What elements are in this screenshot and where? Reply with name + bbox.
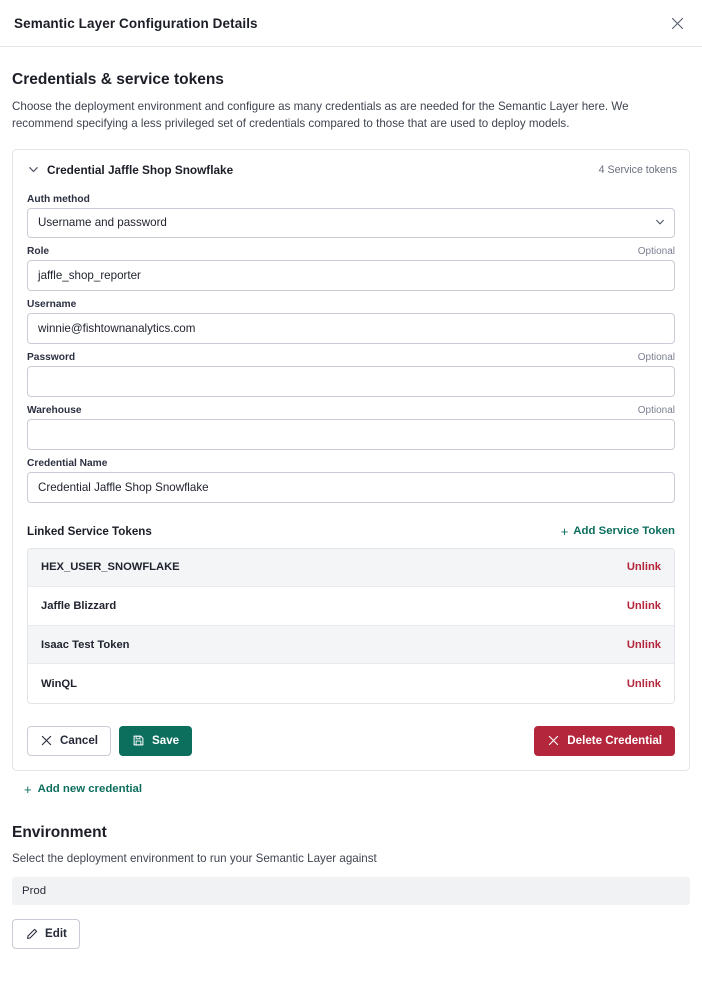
credential-card-title: Credential Jaffle Shop Snowflake <box>47 162 234 177</box>
password-optional-tag: Optional <box>637 351 675 363</box>
add-service-token-button[interactable] <box>561 525 675 538</box>
auth-method-select[interactable] <box>27 208 675 238</box>
unlink-button[interactable]: Unlink <box>626 677 661 690</box>
username-value: winnie@fishtownanalytics.com <box>38 321 196 335</box>
table-row <box>28 664 674 703</box>
chevron-down-icon[interactable] <box>25 162 41 178</box>
auth-method-value: Username and password <box>38 216 167 230</box>
role-optional-tag: Optional <box>637 245 675 257</box>
role-input[interactable] <box>27 260 675 291</box>
credential-card-body <box>13 188 689 770</box>
cancel-button[interactable] <box>27 726 111 756</box>
credential-name-label: Credential Name <box>27 457 108 469</box>
warehouse-optional-tag: Optional <box>637 404 675 416</box>
token-name: WinQL <box>41 677 77 690</box>
pencil-icon <box>25 927 38 940</box>
credential-card-header[interactable] <box>13 150 689 188</box>
page-title: Semantic Layer Configuration Details <box>14 15 258 31</box>
edit-label: Edit <box>45 927 67 941</box>
chevron-down-icon <box>655 217 665 229</box>
field-label-row <box>27 299 675 310</box>
x-icon <box>40 734 53 747</box>
add-new-credential-label: Add new credential <box>37 783 143 796</box>
credential-card <box>12 149 690 771</box>
linked-tokens-title: Linked Service Tokens <box>27 524 152 538</box>
field-label-row <box>27 405 675 416</box>
table-row <box>28 549 674 588</box>
token-name: Jaffle Blizzard <box>41 599 117 612</box>
unlink-button[interactable]: Unlink <box>626 599 661 612</box>
environment-value <box>12 877 690 905</box>
delete-credential-label: Delete Credential <box>567 734 662 748</box>
token-name: HEX_USER_SNOWFLAKE <box>41 561 180 574</box>
warehouse-label: Warehouse <box>27 404 82 416</box>
unlink-button[interactable]: Unlink <box>626 561 661 574</box>
linked-tokens-header <box>27 525 675 538</box>
role-label: Role <box>27 245 50 257</box>
linked-tokens-table <box>27 548 675 704</box>
field-password <box>27 352 675 397</box>
cancel-label: Cancel <box>60 734 99 748</box>
credential-name-input[interactable] <box>27 472 675 503</box>
save-button[interactable] <box>119 726 192 756</box>
delete-credential-button[interactable] <box>534 726 675 756</box>
dialog-body <box>0 47 702 957</box>
save-label: Save <box>152 734 180 748</box>
x-icon <box>547 734 560 747</box>
field-label-row <box>27 246 675 257</box>
table-row <box>28 626 674 665</box>
plus-icon: + <box>560 523 569 539</box>
edit-button[interactable] <box>12 919 80 949</box>
save-disk-icon <box>132 734 145 747</box>
field-label-row <box>27 458 675 469</box>
field-username <box>27 299 675 344</box>
dialog-titlebar <box>0 0 702 47</box>
password-input[interactable] <box>27 366 675 397</box>
close-icon[interactable] <box>666 12 688 34</box>
warehouse-input[interactable] <box>27 419 675 450</box>
environment-description: Select the deployment environment to run your Semantic Layer against <box>12 851 377 865</box>
environment-heading: Environment <box>12 823 107 841</box>
table-row <box>28 587 674 626</box>
credential-token-count: 4 Service tokens <box>598 163 677 176</box>
field-role <box>27 246 675 291</box>
credentials-heading: Credentials & service tokens <box>12 71 224 88</box>
field-credential-name <box>27 458 675 503</box>
credential-name-value: Credential Jaffle Shop Snowflake <box>38 480 209 494</box>
environment-actions <box>12 919 690 957</box>
plus-icon: + <box>24 781 32 797</box>
environment-value-label: Prod <box>22 884 47 897</box>
username-input[interactable] <box>27 313 675 344</box>
password-label: Password <box>27 351 76 363</box>
field-label-row <box>27 194 675 205</box>
credential-actions <box>27 726 675 756</box>
token-name: Isaac Test Token <box>41 638 130 651</box>
field-warehouse <box>27 405 675 450</box>
credentials-description: Choose the deployment environment and configure as many credentials as are needed for the Semantic Layer here. We recommend specifying a less privileged set of credentials compared to those that are used to deploy models. <box>12 100 629 130</box>
add-new-credential-button[interactable] <box>24 783 690 796</box>
unlink-button[interactable]: Unlink <box>626 638 661 651</box>
add-service-token-label: Add Service Token <box>573 525 675 538</box>
auth-method-label: Auth method <box>27 193 90 205</box>
role-value: jaffle_shop_reporter <box>38 268 141 282</box>
field-auth-method <box>27 194 675 238</box>
username-label: Username <box>27 298 77 310</box>
field-label-row <box>27 352 675 363</box>
